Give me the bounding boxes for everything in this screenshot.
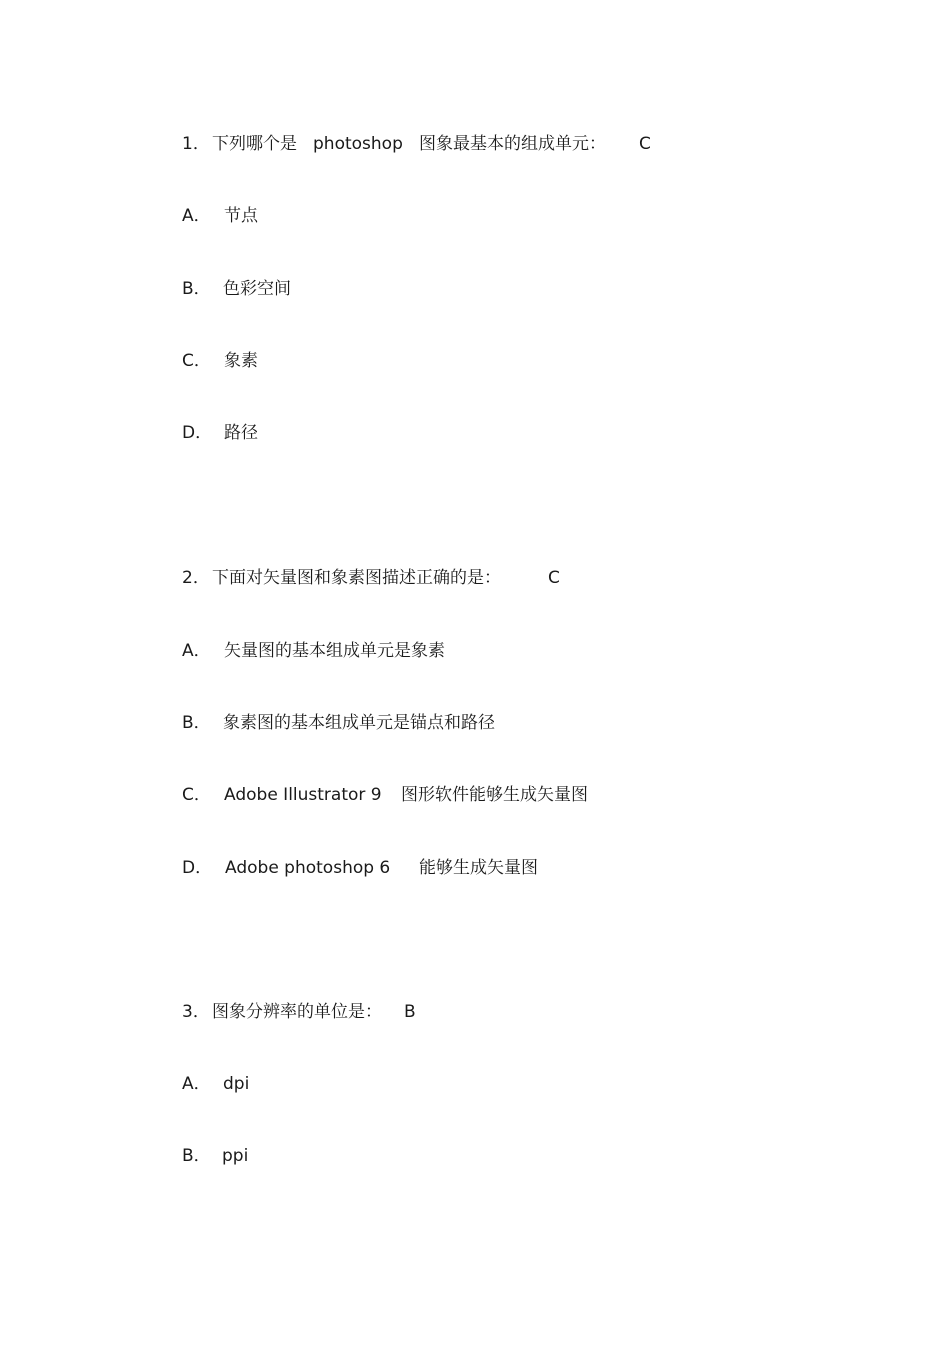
question-text: 下列哪个是 xyxy=(212,134,297,154)
option-text: dpi xyxy=(223,1074,250,1094)
option-text: 象素 xyxy=(224,351,258,371)
option-letter: D． xyxy=(182,423,213,443)
option-text: 能够生成矢量图 xyxy=(419,858,538,878)
option-letter: A． xyxy=(182,206,211,226)
option-letter: A． xyxy=(182,641,211,661)
option-letter: B． xyxy=(182,279,211,299)
question-text: 图象分辨率的单位是： xyxy=(212,1002,382,1022)
option-letter: C． xyxy=(182,785,211,805)
option-text: Adobe photoshop 6 xyxy=(225,858,391,878)
option-text: ppi xyxy=(222,1146,249,1166)
question-text: 图象最基本的组成单元： xyxy=(419,134,606,154)
option-letter: A． xyxy=(182,1074,211,1094)
option-letter: B． xyxy=(182,1146,211,1166)
question-number: 3． xyxy=(182,1002,210,1022)
question-text: photoshop xyxy=(313,134,403,154)
question-answer: B xyxy=(404,1002,416,1022)
option-text: 节点 xyxy=(224,206,258,226)
question-answer: C xyxy=(639,134,651,154)
option-text: Adobe Illustrator 9 xyxy=(224,785,382,805)
question-number: 1． xyxy=(182,134,210,154)
question-number: 2． xyxy=(182,568,210,588)
option-text: 象素图的基本组成单元是锚点和路径 xyxy=(223,713,495,733)
option-text: 矢量图的基本组成单元是象素 xyxy=(224,641,445,661)
question-answer: C xyxy=(548,568,560,588)
question-text: 下面对矢量图和象素图描述正确的是： xyxy=(212,568,501,588)
option-letter: C． xyxy=(182,351,211,371)
option-text: 图形软件能够生成矢量图 xyxy=(401,785,588,805)
option-letter: D． xyxy=(182,858,213,878)
option-text: 路径 xyxy=(224,423,258,443)
option-text: 色彩空间 xyxy=(223,279,291,299)
option-letter: B． xyxy=(182,713,211,733)
